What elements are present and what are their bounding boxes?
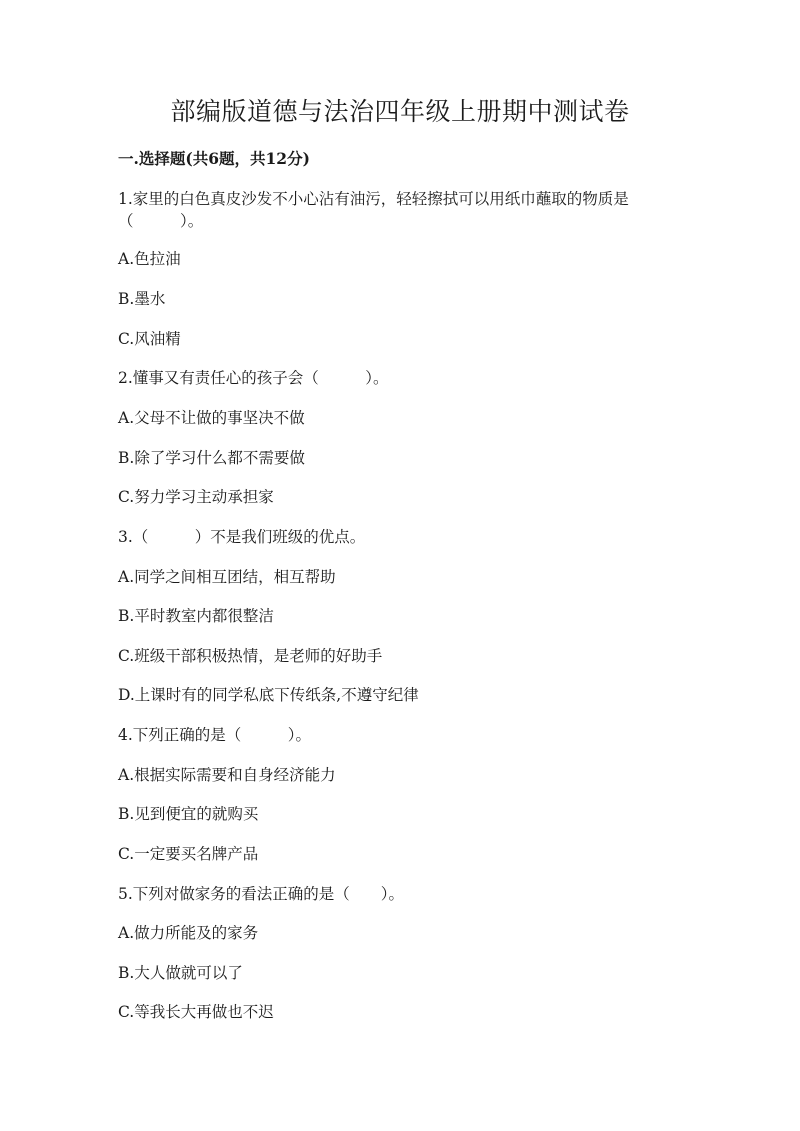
question-2-stem: 2.懂事又有责任心的孩子会（ ）。 xyxy=(118,369,389,387)
page-title: 部编版道德与法治四年级上册期中测试卷 xyxy=(170,97,630,126)
question-1-option-a: A.色拉油 xyxy=(118,250,181,268)
question-4-option-a: A.根据实际需要和自身经济能力 xyxy=(118,766,336,784)
question-2-option-b: B.除了学习什么都不需要做 xyxy=(118,449,305,467)
question-3-option-a: A.同学之间相互团结，相互帮助 xyxy=(118,568,336,586)
question-3-option-b: B.平时教室内都很整洁 xyxy=(118,607,274,625)
question-3-option-c: C.班级干部积极热情，是老师的好助手 xyxy=(118,647,383,665)
question-5-option-b: B.大人做就可以了 xyxy=(118,964,243,982)
question-1-option-b: B.墨水 xyxy=(118,290,166,308)
question-5-option-c: C.等我长大再做也不迟 xyxy=(118,1003,274,1021)
question-1-stem-line1: 1.家里的白色真皮沙发不小心沾有油污，轻轻擦拭可以用纸巾蘸取的物质是 xyxy=(118,190,629,208)
question-4-option-c: C.一定要买名牌产品 xyxy=(118,845,259,863)
question-1-option-c: C.风油精 xyxy=(118,330,181,348)
section-heading: 一.选择题(共6题，共12分) xyxy=(118,149,310,168)
question-5-stem: 5.下列对做家务的看法正确的是（ ）。 xyxy=(118,885,405,903)
question-1-stem-line2: （ ）。 xyxy=(118,212,204,230)
question-4-stem: 4.下列正确的是（ ）。 xyxy=(118,726,312,744)
question-2-option-a: A.父母不让做的事坚决不做 xyxy=(118,409,305,427)
question-4-option-b: B.见到便宜的就购买 xyxy=(118,805,259,823)
question-3-option-d: D.上课时有的同学私底下传纸条,不遵守纪律 xyxy=(118,686,419,704)
question-3-stem: 3.（ ）不是我们班级的优点。 xyxy=(118,528,366,546)
question-2-option-c: C.努力学习主动承担家 xyxy=(118,488,274,506)
question-5-option-a: A.做力所能及的家务 xyxy=(118,924,259,942)
